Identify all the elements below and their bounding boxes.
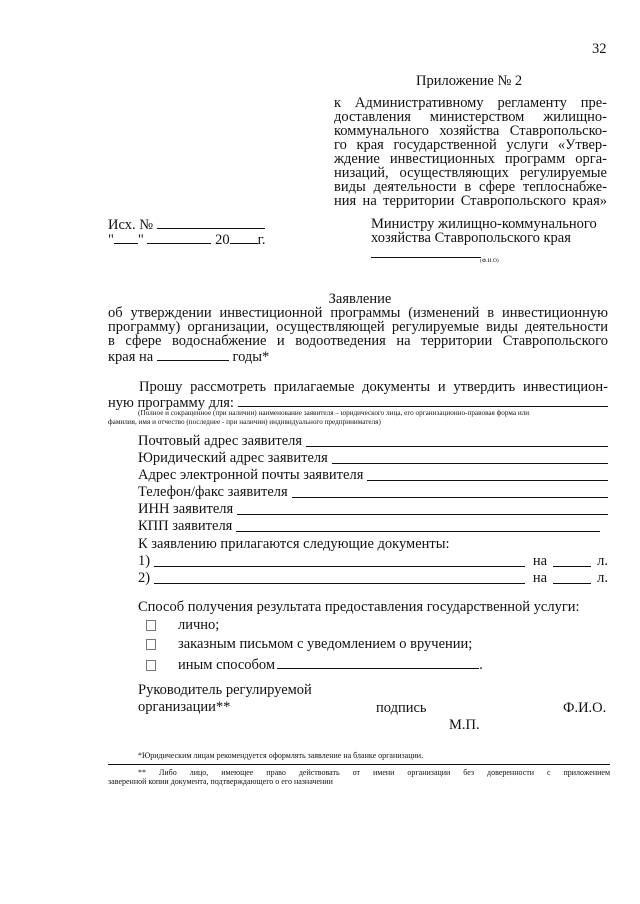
signature-title bbox=[138, 683, 312, 714]
field-phone-row bbox=[138, 485, 608, 502]
delivery-option[interactable] bbox=[138, 656, 608, 672]
document-item-pages-field[interactable] bbox=[553, 571, 591, 584]
field-legal-label: Юридический адрес заявителя bbox=[138, 450, 328, 466]
caption-line2: фамилия, имя и отчество (последнее - при наличии) индивидуального предпринимателя) bbox=[108, 418, 381, 426]
field-inn-input[interactable] bbox=[237, 502, 608, 515]
document-item-on: на bbox=[532, 553, 548, 569]
delivery-other-field[interactable] bbox=[277, 656, 479, 669]
page-number: 32 bbox=[592, 41, 607, 57]
subject-line: об утверждении инвестиционной программы (изменений в инвестиционную bbox=[108, 305, 608, 321]
checkbox-icon[interactable] bbox=[146, 620, 156, 631]
appendix-line: виды деятельности в сфере теплоснабже- bbox=[334, 179, 607, 195]
addressee-line1: Министру жилищно-коммунального bbox=[371, 216, 597, 232]
delivery-option[interactable] bbox=[138, 618, 608, 632]
date-year-prefix: 20 bbox=[215, 232, 230, 248]
addressee-line2: хозяйства Ставропольского края bbox=[371, 230, 571, 246]
document-item-num: 1) bbox=[138, 553, 151, 569]
document-item-pages-label: л. bbox=[597, 570, 608, 586]
date-quote-open: " bbox=[108, 232, 114, 248]
document-item-field[interactable] bbox=[154, 554, 525, 567]
field-kpp-input[interactable] bbox=[236, 519, 600, 532]
outgoing-ref bbox=[108, 216, 265, 232]
caption-line1: (Полное и сокращенное (при наличии) наименование заявителя – юридического лица, его организационно-правовая форма или bbox=[138, 409, 530, 417]
appendix-text bbox=[334, 96, 607, 208]
delivery-option-label: иным способом bbox=[178, 657, 276, 673]
field-phone-label: Телефон/факс заявителя bbox=[138, 484, 288, 500]
delivery-block bbox=[138, 600, 608, 672]
footnote-1: *Юридическим лицам рекомендуется оформлять заявление на бланке организации. bbox=[138, 751, 424, 760]
signature-sign: подпись bbox=[376, 700, 427, 716]
field-postal-row bbox=[138, 434, 608, 451]
appendix-line: ждение инвестиционных программ орга- bbox=[334, 151, 607, 167]
document-item-num: 2) bbox=[138, 570, 151, 586]
request-line2-row bbox=[108, 394, 608, 410]
fio-caption: (Ф.И.О) bbox=[480, 258, 499, 264]
delivery-option[interactable] bbox=[138, 637, 608, 651]
document-item-on: на bbox=[532, 570, 548, 586]
footnote-2-line1: ** Либо лицо, имеющее право действовать от имени организации без доверенности с приложением bbox=[138, 768, 610, 777]
subject-last-suffix: годы* bbox=[232, 349, 270, 365]
date-day-field[interactable] bbox=[114, 231, 138, 244]
addressee bbox=[371, 217, 597, 245]
field-inn-label: ИНН заявителя bbox=[138, 501, 234, 517]
field-legal-row bbox=[138, 451, 608, 468]
delivery-option3-end: . bbox=[479, 657, 483, 673]
request-line2: ную программу для: bbox=[108, 395, 234, 411]
appendix-line: коммунального хозяйства Ставропольско- bbox=[334, 123, 607, 139]
date-year-suffix: г. bbox=[257, 232, 266, 248]
document-item-pages-field[interactable] bbox=[553, 554, 591, 567]
outgoing-ref-label: Исх. № bbox=[108, 217, 154, 233]
footnote-2-line2: заверенной копии документа, подтверждающего о его назначении bbox=[108, 777, 333, 786]
request-line1: Прошу рассмотреть прилагаемые документы и утвердить инвестицион- bbox=[139, 379, 608, 395]
field-phone-input[interactable] bbox=[292, 485, 608, 498]
subject-line: в сфере водоснабжение и водоотведения на территории Ставропольского bbox=[108, 333, 608, 349]
appendix-line: низаций, осуществляющих регулируемые bbox=[334, 165, 607, 181]
addressee-fio-field[interactable] bbox=[371, 257, 481, 258]
checkbox-icon[interactable] bbox=[146, 639, 156, 650]
applicant-fields bbox=[138, 434, 608, 536]
delivery-option-label: заказным письмом с уведомлением о вручении; bbox=[178, 636, 473, 652]
field-email-input[interactable] bbox=[367, 468, 608, 481]
signature-line1: Руководитель регулируемой bbox=[138, 682, 312, 698]
documents-block bbox=[138, 537, 608, 588]
application-heading: Заявление bbox=[328, 291, 392, 307]
subject-last-line bbox=[108, 348, 608, 364]
date-quote-close: " bbox=[137, 232, 144, 248]
field-legal-input[interactable] bbox=[332, 451, 608, 464]
date-month-field[interactable] bbox=[147, 231, 211, 244]
appendix-line: ния на территории Ставропольского края» bbox=[334, 193, 607, 209]
field-postal-input[interactable] bbox=[306, 434, 608, 447]
appendix-line: к Административному регламенту пре- bbox=[334, 95, 607, 111]
outgoing-date bbox=[108, 231, 266, 247]
document-item-pages-label: л. bbox=[597, 553, 608, 569]
field-email-row bbox=[138, 468, 608, 485]
appendix-line: доставления министерством жилищно- bbox=[334, 109, 607, 125]
application-subject bbox=[108, 306, 608, 364]
request-caption bbox=[108, 409, 610, 427]
document-item bbox=[138, 554, 608, 571]
appendix-title: Приложение № 2 bbox=[416, 73, 523, 89]
outgoing-ref-field[interactable] bbox=[157, 216, 265, 229]
signature-line2: организации** bbox=[138, 699, 231, 715]
field-postal-label: Почтовый адрес заявителя bbox=[138, 433, 303, 449]
delivery-title: Способ получения результата предоставления государственной услуги: bbox=[138, 599, 580, 615]
checkbox-icon[interactable] bbox=[146, 660, 156, 671]
documents-intro: К заявлению прилагаются следующие документы: bbox=[138, 536, 450, 552]
field-kpp-row bbox=[138, 519, 608, 536]
field-kpp-label: КПП заявителя bbox=[138, 518, 233, 534]
subject-line: программу) организации, осуществляющей регулируемые виды деятельности bbox=[108, 319, 608, 335]
signature-fio: Ф.И.О. bbox=[563, 700, 607, 716]
appendix-line: го края государственной услуги «Утвер- bbox=[334, 137, 607, 153]
program-years-field[interactable] bbox=[157, 348, 229, 361]
document-item bbox=[138, 571, 608, 588]
footnote-2 bbox=[108, 768, 610, 786]
applicant-name-field[interactable] bbox=[238, 394, 608, 407]
field-email-label: Адрес электронной почты заявителя bbox=[138, 467, 364, 483]
footnote-divider bbox=[108, 764, 610, 765]
delivery-option-label: лично; bbox=[178, 617, 220, 633]
document-item-field[interactable] bbox=[154, 571, 525, 584]
subject-last-prefix: края на bbox=[108, 349, 154, 365]
signature-stamp: М.П. bbox=[449, 717, 480, 733]
field-inn-row bbox=[138, 502, 608, 519]
date-year-field[interactable] bbox=[230, 231, 258, 244]
request-block bbox=[108, 380, 608, 410]
